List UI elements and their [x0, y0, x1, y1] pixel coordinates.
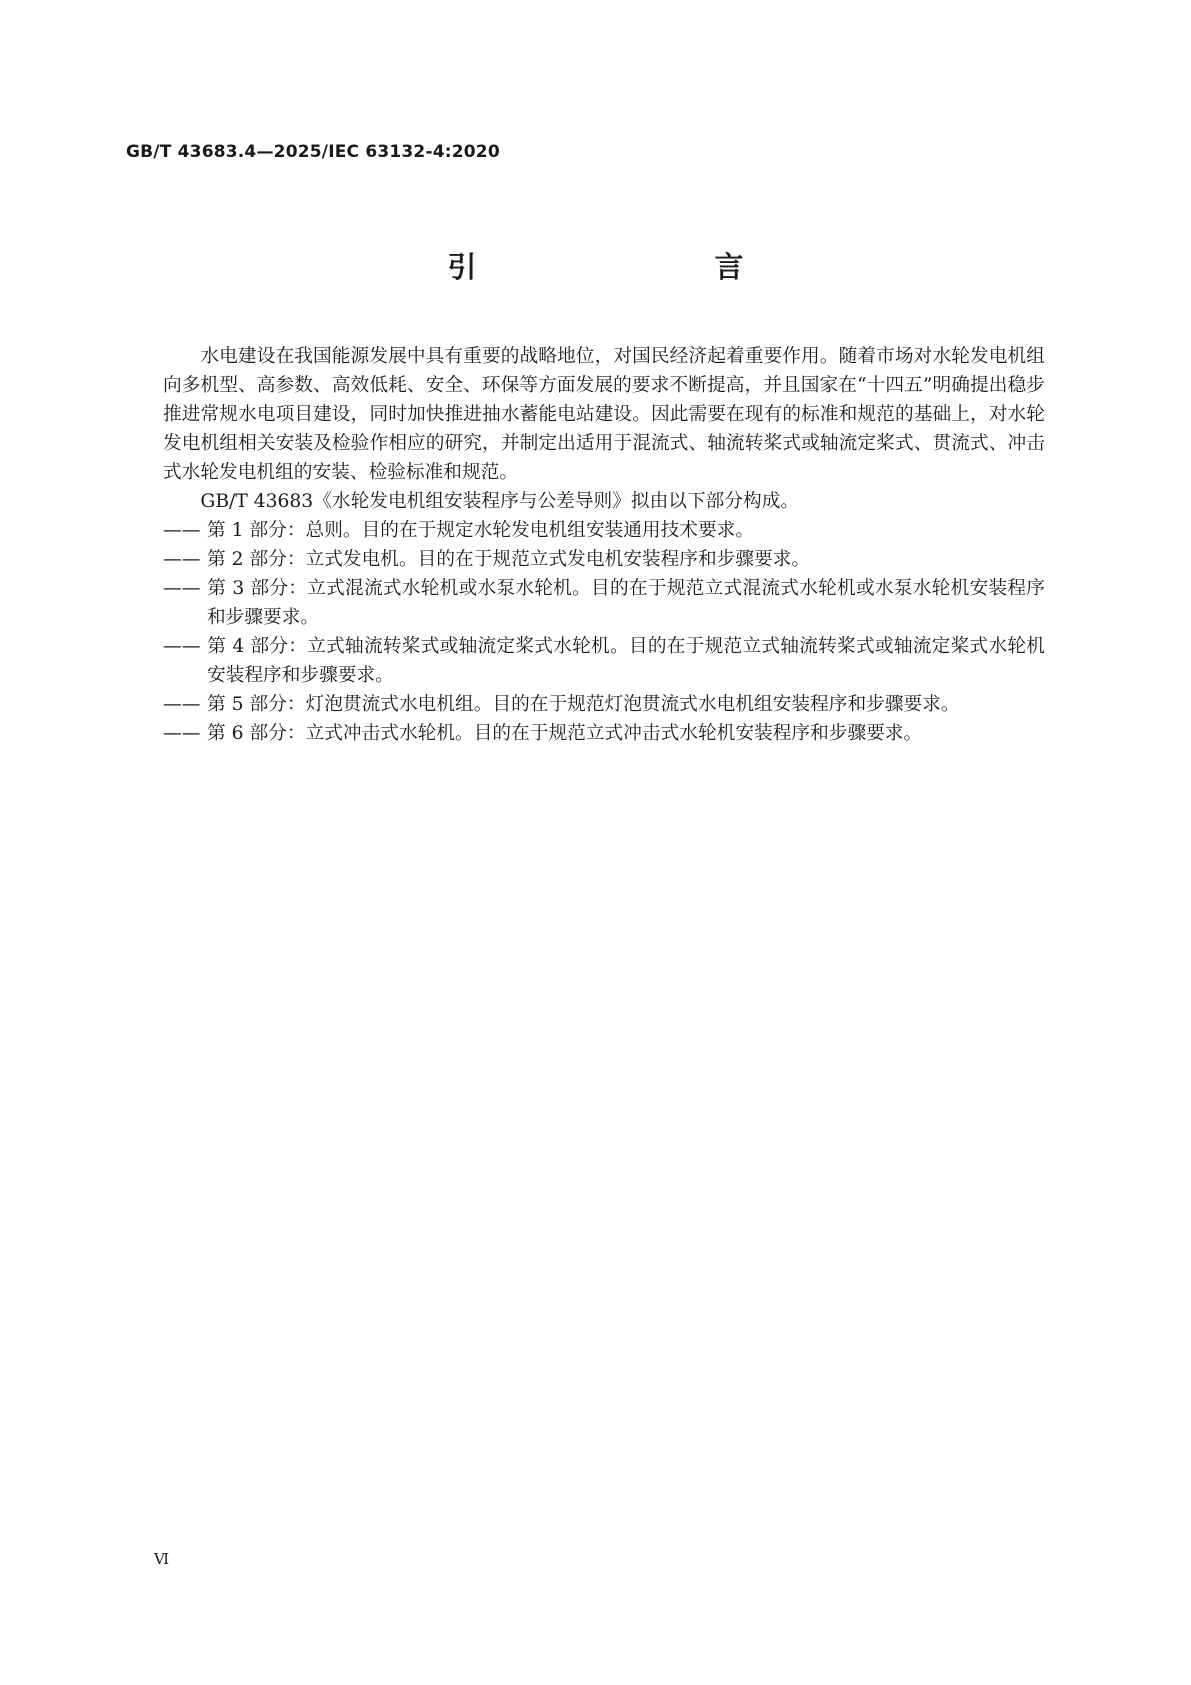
list-item	[163, 719, 1045, 748]
em-dash-marker: ——	[163, 636, 201, 657]
parts-list	[163, 516, 1045, 748]
em-dash-marker: ——	[163, 723, 201, 744]
list-item	[163, 632, 1045, 690]
list-item	[163, 690, 1045, 719]
document-body	[163, 342, 1045, 748]
section-title: 引 言	[447, 250, 804, 284]
list-item-text: 第 2 部分：立式发电机。目的在于规范立式发电机安装程序和步骤要求。	[207, 549, 811, 570]
list-item	[163, 516, 1045, 545]
intro-paragraph: 水电建设在我国能源发展中具有重要的战略地位，对国民经济起着重要作用。随着市场对水轮发电机组向多机型、高参数、高效低耗、安全、环保等方面发展的要求不断提高，并且国家在“十四五”明确提出稳步推进常规水电项目建设，同时加快推进抽水蓄能电站建设。因此需要在现有的标准和规范的基础上，对水轮发电机组相关安装及检验作相应的研究，并制定出适用于混流式、轴流转桨式或轴流定桨式、贯流式、冲击式水轮发电机组的安装、检验标准和规范。	[163, 346, 1045, 483]
list-item-text: 第 3 部分：立式混流式水轮机或水泵水轮机。目的在于规范立式混流式水轮机或水泵水轮机安装程序和步骤要求。	[207, 578, 1045, 628]
em-dash-marker: ——	[163, 549, 201, 570]
list-item-text: 第 4 部分：立式轴流转桨式或轴流定桨式水轮机。目的在于规范立式轴流转桨式或轴流定桨式水轮机安装程序和步骤要求。	[207, 636, 1045, 686]
page-number: Ⅵ	[154, 1550, 170, 1568]
list-item	[163, 545, 1045, 574]
em-dash-marker: ——	[163, 578, 201, 599]
standard-code-header: GB/T 43683.4—2025/IEC 63132-4:2020	[126, 142, 500, 162]
em-dash-marker: ——	[163, 520, 201, 541]
list-item-text: 第 5 部分：灯泡贯流式水电机组。目的在于规范灯泡贯流式水电机组安装程序和步骤要求。	[207, 694, 960, 715]
list-item-text: 第 6 部分：立式冲击式水轮机。目的在于规范立式冲击式水轮机安装程序和步骤要求。	[207, 723, 923, 744]
list-item	[163, 574, 1045, 632]
em-dash-marker: ——	[163, 694, 201, 715]
structure-paragraph: GB/T 43683《水轮发电机组安装程序与公差导则》拟由以下部分构成。	[200, 491, 800, 512]
list-item-text: 第 1 部分：总则。目的在于规定水轮发电机组安装通用技术要求。	[207, 520, 755, 541]
